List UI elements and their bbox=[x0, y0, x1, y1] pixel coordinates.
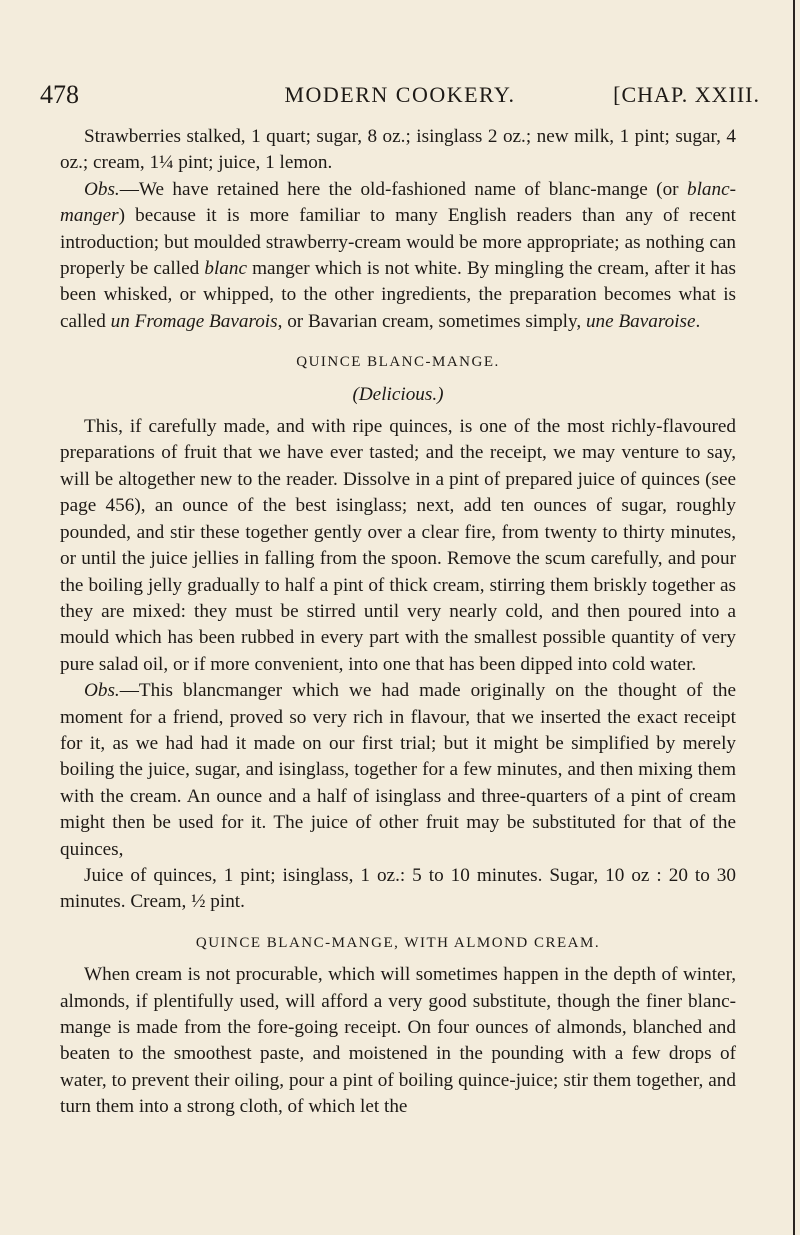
page-body bbox=[60, 124, 736, 1121]
page-edge bbox=[793, 0, 795, 1235]
ingredients-quince: Juice of quinces, 1 pint; isinglass, 1 oz.: 5 to 10 minutes. Sugar, 10 oz : 20 to 30 minutes. Cream, ½ pint. bbox=[60, 864, 736, 913]
recipe-quince: This, if carefully made, and with ripe quinces, is one of the most richly-flavoured preparations of fruit that we have ever tasted; and the receipt, we may venture to say, will be altogether new to the reader. Dissolve in a pint of prepared juice of quinces (see page 456), an ounce of the best isinglass; next, add ten ounces of sugar, roughly pounded, and stir these together gently over a clear fire, from twenty to thirty minutes, or until the juice jellies in falling from the spoon. Remove the scum carefully, and pour the boiling jelly gradually to half a pint of thick cream, stirring them briskly together as they are mixed: they must be stirred until very nearly cold, and then poured into a mould which has been rubbed in every part with the smallest possible quantity of very pure salad oil, or if more convenient, into one that has been dipped into cold water. bbox=[60, 416, 736, 675]
obs-label: Obs. bbox=[84, 680, 120, 702]
obs-strawberry: Obs.—We have retained here the old-fashioned name of blanc-mange (or blanc-manger) because it is more familiar to many English readers than any of recent introduction; but moulded strawberry-cream would be more appropriate; as nothing can properly be called blanc manger which is not white. By mingling the cream, after it has been whisked, or whipped, to the other ingredients, the preparation becomes what is called un Fromage Bavarois, or Bavarian cream, sometimes simply, une Bavaroise. bbox=[60, 178, 736, 332]
section-heading-quince: QUINCE BLANC-MANGE. bbox=[296, 354, 500, 371]
running-header bbox=[40, 80, 760, 112]
obs-label: Obs. bbox=[84, 178, 120, 200]
section-heading-almond: QUINCE BLANC-MANGE, WITH ALMOND CREAM. bbox=[195, 934, 601, 951]
section-subheading: (Delicious.) bbox=[352, 383, 444, 405]
chapter-label: [CHAP. XXIII. bbox=[613, 82, 760, 107]
page-number: 478 bbox=[40, 80, 79, 109]
obs-quince: Obs.—This blancmanger which we had made originally on the thought of the moment for a friend, proved so very rich in flavour, that we inserted the exact receipt for it, as we had had it made on our first trial; but it might be simplified by merely boiling the juice, sugar, and isinglass, together for a few minutes, and then mixing them with the cream. An ounce and a half of isinglass and three-quarters of a pint of cream might then be used for it. The juice of other fruit may be substituted for that of the quinces, bbox=[60, 680, 736, 860]
ingredients-strawberry: Strawberries stalked, 1 quart; sugar, 8 oz.; isinglass 2 oz.; new milk, 1 pint; sugar, 4 oz.; cream, 1¼ pint; juice, 1 lemon. bbox=[60, 126, 736, 174]
running-title: MODERN COOKERY. bbox=[284, 82, 516, 107]
recipe-almond: When cream is not procurable, which will sometimes happen in the depth of winter, almonds, if plentifully used, will afford a very good substitute, though the finer blanc-mange is made from the fore-going receipt. On four ounces of almonds, blanched and beaten to the smoothest paste, and moistened in the pounding with a few drops of water, to prevent their oiling, pour a pint of boiling quince-juice; stir them together, and turn them into a strong cloth, of which let the bbox=[60, 964, 736, 1118]
